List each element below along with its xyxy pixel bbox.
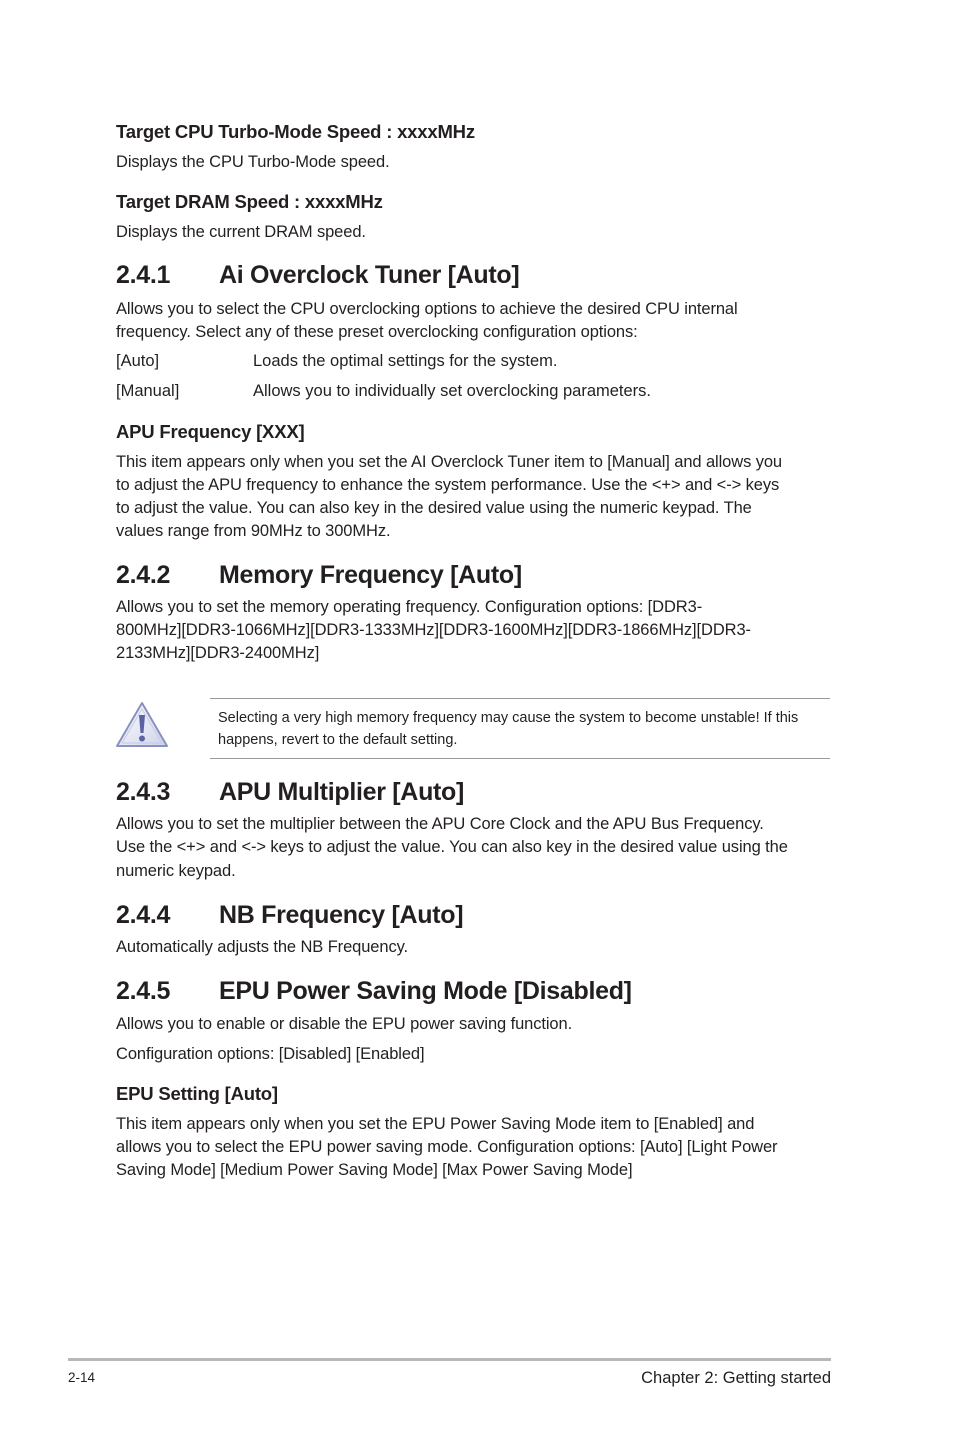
s245-desc-2: Configuration options: [Disabled] [Enabled]	[116, 1045, 425, 1063]
warning-triangle-icon	[114, 700, 170, 750]
s241-intro-line-2: frequency. Select any of these preset overclocking configuration options:	[116, 323, 638, 341]
apu-frequency-line-1: This item appears only when you set the AI Overclock Tuner item to [Manual] and allows you	[116, 453, 783, 471]
option-value: Allows you to individually set overclocking parameters.	[253, 382, 652, 400]
section-heading-2-4-3	[116, 777, 464, 807]
section-title: NB Frequency [Auto]	[219, 901, 464, 929]
note-top-rule	[210, 698, 830, 699]
option-row-auto	[116, 350, 831, 373]
target-dram-desc: Displays the current DRAM speed.	[116, 223, 366, 241]
section-heading-2-4-4	[116, 900, 463, 930]
section-number: 2.4.5	[116, 977, 171, 1005]
section-number: 2.4.1	[116, 261, 171, 289]
section-title: Memory Frequency [Auto]	[219, 561, 522, 589]
epu-setting-line-2: allows you to select the EPU power saving mode. Configuration options: [Auto] [Light Power	[116, 1138, 778, 1156]
section-title: EPU Power Saving Mode [Disabled]	[219, 977, 632, 1005]
target-cpu-desc: Displays the CPU Turbo-Mode speed.	[116, 153, 390, 171]
section-number: 2.4.2	[116, 561, 171, 589]
note-line-1: Selecting a very high memory frequency may cause the system to become unstable! If this	[218, 710, 799, 726]
s243-line-3: numeric keypad.	[116, 862, 236, 880]
s243-line-2: Use the <+> and <-> keys to adjust the value. You can also key in the desired value using the	[116, 838, 788, 856]
option-key: [Manual]	[116, 382, 180, 400]
s242-line-2: 800MHz][DDR3-1066MHz][DDR3-1333MHz][DDR3-1600MHz][DDR3-1866MHz][DDR3-	[116, 621, 751, 639]
section-heading-2-4-5	[116, 976, 632, 1006]
target-cpu-heading: Target CPU Turbo-Mode Speed : xxxxMHz	[116, 121, 475, 142]
s242-line-1: Allows you to set the memory operating frequency. Configuration options: [DDR3-	[116, 598, 703, 616]
option-value: Loads the optimal settings for the system.	[253, 352, 558, 370]
s243-line-1: Allows you to set the multiplier between the APU Core Clock and the APU Bus Frequency.	[116, 815, 764, 833]
epu-setting-heading: EPU Setting [Auto]	[116, 1083, 278, 1104]
option-row-manual	[116, 380, 831, 403]
apu-frequency-line-4: values range from 90MHz to 300MHz.	[116, 522, 391, 540]
target-dram-heading: Target DRAM Speed : xxxxMHz	[116, 191, 383, 212]
chapter-label: Chapter 2: Getting started	[641, 1369, 831, 1387]
apu-frequency-line-2: to adjust the APU frequency to enhance the system performance. Use the <+> and <-> keys	[116, 476, 780, 494]
option-key: [Auto]	[116, 352, 160, 370]
section-number: 2.4.3	[116, 778, 171, 806]
apu-frequency-heading: APU Frequency [XXX]	[116, 421, 305, 442]
section-number: 2.4.4	[116, 901, 171, 929]
s245-desc-1: Allows you to enable or disable the EPU power saving function.	[116, 1015, 573, 1033]
section-heading-2-4-1	[116, 260, 519, 290]
apu-frequency-line-3: to adjust the value. You can also key in the desired value using the numeric keypad. The	[116, 499, 752, 517]
footer-rule	[68, 1358, 831, 1361]
note-line-2: happens, revert to the default setting.	[218, 732, 458, 748]
page-number: 2-14	[68, 1370, 96, 1385]
s244-desc: Automatically adjusts the NB Frequency.	[116, 938, 409, 956]
note-bottom-rule	[210, 758, 830, 759]
s242-line-3: 2133MHz][DDR3-2400MHz]	[116, 644, 320, 662]
epu-setting-line-3: Saving Mode] [Medium Power Saving Mode] [Max Power Saving Mode]	[116, 1161, 633, 1179]
section-title: Ai Overclock Tuner [Auto]	[219, 261, 520, 289]
epu-setting-line-1: This item appears only when you set the EPU Power Saving Mode item to [Enabled] and	[116, 1115, 755, 1133]
section-heading-2-4-2	[116, 560, 522, 590]
s241-intro-line-1: Allows you to select the CPU overclocking options to achieve the desired CPU internal	[116, 300, 738, 318]
section-title: APU Multiplier [Auto]	[219, 778, 465, 806]
